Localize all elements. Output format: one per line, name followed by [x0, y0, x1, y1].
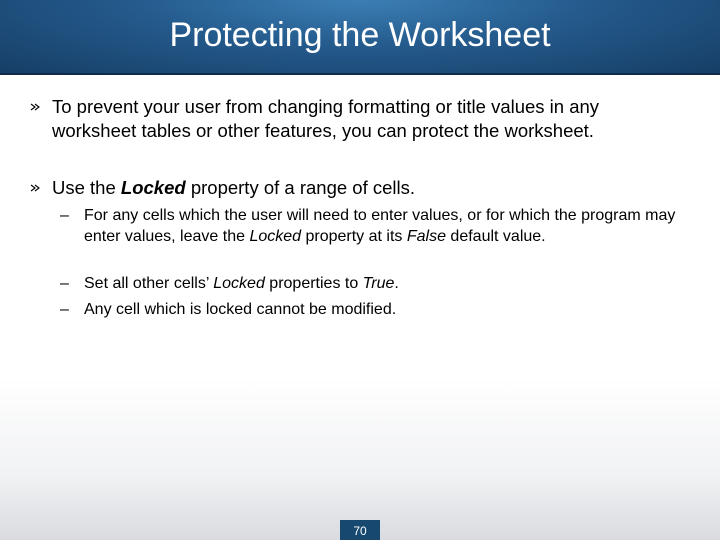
- dash-marker: –: [60, 275, 69, 292]
- bullet-text: Use the Locked property of a range of cells.: [52, 177, 416, 198]
- bullet-text: To prevent your user from changing formatting or title values in any worksheet tables or other features, you can protect the worksheet.: [52, 96, 600, 141]
- dash-marker: –: [60, 301, 69, 318]
- emphasis-locked: Locked: [120, 177, 186, 198]
- page-number: 70: [353, 524, 367, 538]
- slide-title: Protecting the Worksheet: [169, 16, 551, 54]
- sub-bullet-item: [60, 205, 680, 247]
- sub-bullet-text: Any cell which is locked cannot be modified.: [84, 301, 397, 318]
- diamond-arrow-icon: [28, 95, 42, 119]
- bullet-item: [28, 176, 688, 200]
- sub-bullet-item: [60, 273, 680, 294]
- diamond-arrow-icon: [28, 176, 42, 200]
- sub-bullet-text: For any cells which the user will need to enter values, or for which the program may enter values, leave the Locked property at its False default value.: [84, 207, 676, 245]
- bullet-item: [28, 95, 688, 143]
- dash-marker: –: [60, 207, 69, 224]
- sub-bullet-item: [60, 299, 680, 320]
- sub-bullet-text: Set all other cells’ Locked properties to True.: [84, 275, 399, 292]
